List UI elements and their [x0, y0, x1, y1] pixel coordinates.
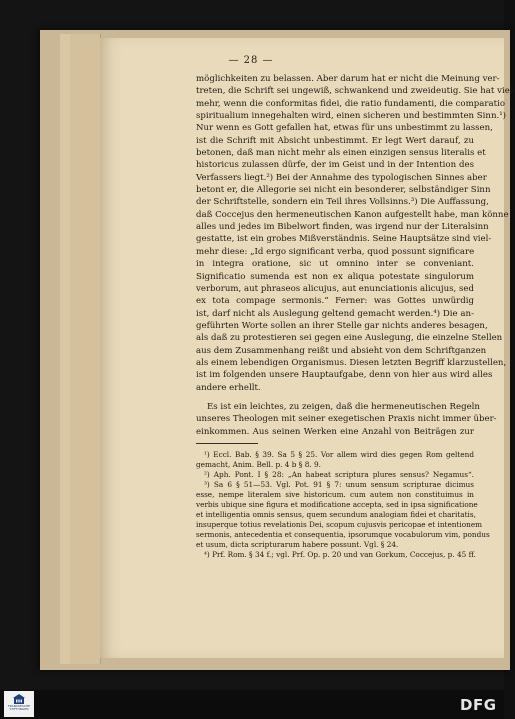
- text-line: betonen, daß man nicht mehr als einen einzigen sensus literalis et: [196, 148, 486, 159]
- text-line: ist, darf nicht als Auslegung geltend gemacht werden.⁴) Die an-: [196, 308, 474, 319]
- text-line: ex tota compage sermonis.“ Ferner: was Gottes unwürdig: [196, 296, 474, 307]
- footnote-line: ²) Aph. Pont. I § 28: „An habeat scriptura plures sensus? Negamus“.: [204, 470, 474, 480]
- footnote-line: gemacht, Anim. Bell. p. 4 b § 8. 9.: [196, 460, 321, 470]
- text-line: alles und jedes im Bibelwort finden, was irgend nur der Literalsinn: [196, 222, 489, 233]
- footnote-line: et intelligentia omnis sensus, quem secundum analogiam fidei et charitatis,: [196, 510, 476, 520]
- text-line: spiritualium innegehalten wird, einen sicheren und bestimmten Sinn.¹): [196, 111, 507, 122]
- text-line: geführten Worte sollen an ihrer Stelle gar nichts anderes besagen,: [196, 320, 488, 331]
- footnotes: [196, 449, 490, 561]
- dfg-logo[interactable]: DFG: [460, 696, 497, 714]
- footnote-rule: [196, 443, 258, 444]
- text-line: ist die Schrift mit Absicht unbestimmt. Er legt Wert darauf, zu: [196, 135, 474, 146]
- footnote-line: et usum, dicta scripturarum habere possunt. Vgl. § 24.: [196, 540, 399, 550]
- text-line: betont er, die Allegorie sei nicht ein besonderer, selbständiger Sinn: [196, 185, 491, 196]
- text-line: mehr diese: „Id ergo significant verba, quod possunt significare: [196, 246, 475, 257]
- footnote-line: ⁴) Prf. Rom. § 34 f.; vgl. Prf. Op. p. 20 und van Gorkum, Coccejus, p. 45 ff.: [204, 550, 476, 560]
- text-line: als einem lebendigen Organismus. Diesen letzten Begriff klarzustellen,: [196, 357, 507, 368]
- text-line: möglichkeiten zu belassen. Aber darum hat er nicht die Meinung ver-: [196, 74, 500, 84]
- text-line: treten, die Schrift sei ungewiß, schwankend und zweideutig. Sie hat viel-: [196, 86, 515, 97]
- text-line: historicus zulassen dürfe, der im Geist und in der Intention des: [196, 160, 474, 171]
- text-line: verborum, aut phraseos alicujus, aut enunciationis alicujus, sed: [196, 283, 475, 294]
- paragraph-gap: [196, 394, 474, 401]
- text-line: der Schriftstelle, sondern ein Teil ihres Vollsinns.³) Die Auffassung,: [196, 197, 489, 208]
- footnote-line: ³) Sa 6 § 51—53. Vgl. Pot. 91 § 7: unum sensum scripturae dicimus: [204, 480, 474, 490]
- text-line: ist im folgenden unsere Hauptaufgabe, denn von hier aus wird alles: [196, 370, 493, 381]
- footnote-line: ¹) Eccl. Bab. § 39. Sa 5 § 25. Vor allem wird dies gegen Rom geltend: [204, 449, 474, 459]
- footnote-line: sermonis, antecedentia et consequentia, ipsorumque vocabulorum vim, pondus: [196, 530, 490, 540]
- text-line: in integra oratione, sic ut omnino inter se conveniant.: [196, 259, 474, 270]
- bottom-bar: [0, 690, 504, 719]
- body-text: [196, 73, 515, 438]
- text-line: als daß zu protestieren sei gegen eine Auslegung, die einzelne Stellen: [196, 333, 503, 344]
- institution-logo[interactable]: [4, 691, 34, 717]
- text-line: gestatte, ist ein grobes Mißverständnis. Seine Hauptsätze sind viel-: [196, 234, 492, 245]
- page-text: [196, 73, 515, 560]
- page-edges-inner: [70, 34, 101, 664]
- text-line: daß Coccejus den hermeneutischen Kanon aufgestellt habe, man könne: [196, 209, 509, 220]
- text-line: aus dem Zusammenhang reißt und absieht von dem Schriftganzen: [196, 345, 487, 356]
- text-line: Es ist ein leichtes, zu zeigen, daß die hermeneutischen Regeln: [207, 401, 480, 412]
- text-line: andere erhellt.: [196, 382, 261, 393]
- institution-logo-text: FRANCKESCHE STIFTUNGEN: [7, 704, 31, 712]
- text-line: einkommen. Aus seinen Werken eine Anzahl von Beiträgen zur: [196, 426, 474, 437]
- text-line: unseres Theologen mit seiner exegetischen Praxis nicht immer über-: [196, 414, 497, 425]
- page-number: — 28 —: [228, 55, 274, 66]
- footnote-line: verbis ubique sine figura et modificatione accepta, sed in ipsa significatione: [196, 500, 478, 510]
- footnote-line: insuperque totius revelationis Dei, scopum cujusvis pericopae et intentionem: [196, 520, 483, 530]
- text-line: Verfassers liegt.²) Bei der Annahme des typologischen Sinnes aber: [196, 172, 487, 183]
- text-line: mehr, wenn die conformitas fidei, die ratio fundamenti, die comparatio: [196, 98, 505, 109]
- text-line: Significatio sumenda est non ex aliqua potestate singulorum: [196, 271, 474, 282]
- text-line: Nur wenn es Gott gefallen hat, etwas für uns unbestimmt zu lassen,: [196, 123, 493, 134]
- footnote-line: esse, nempe literalem sive historicum. cum autem non constituimus in: [196, 490, 474, 500]
